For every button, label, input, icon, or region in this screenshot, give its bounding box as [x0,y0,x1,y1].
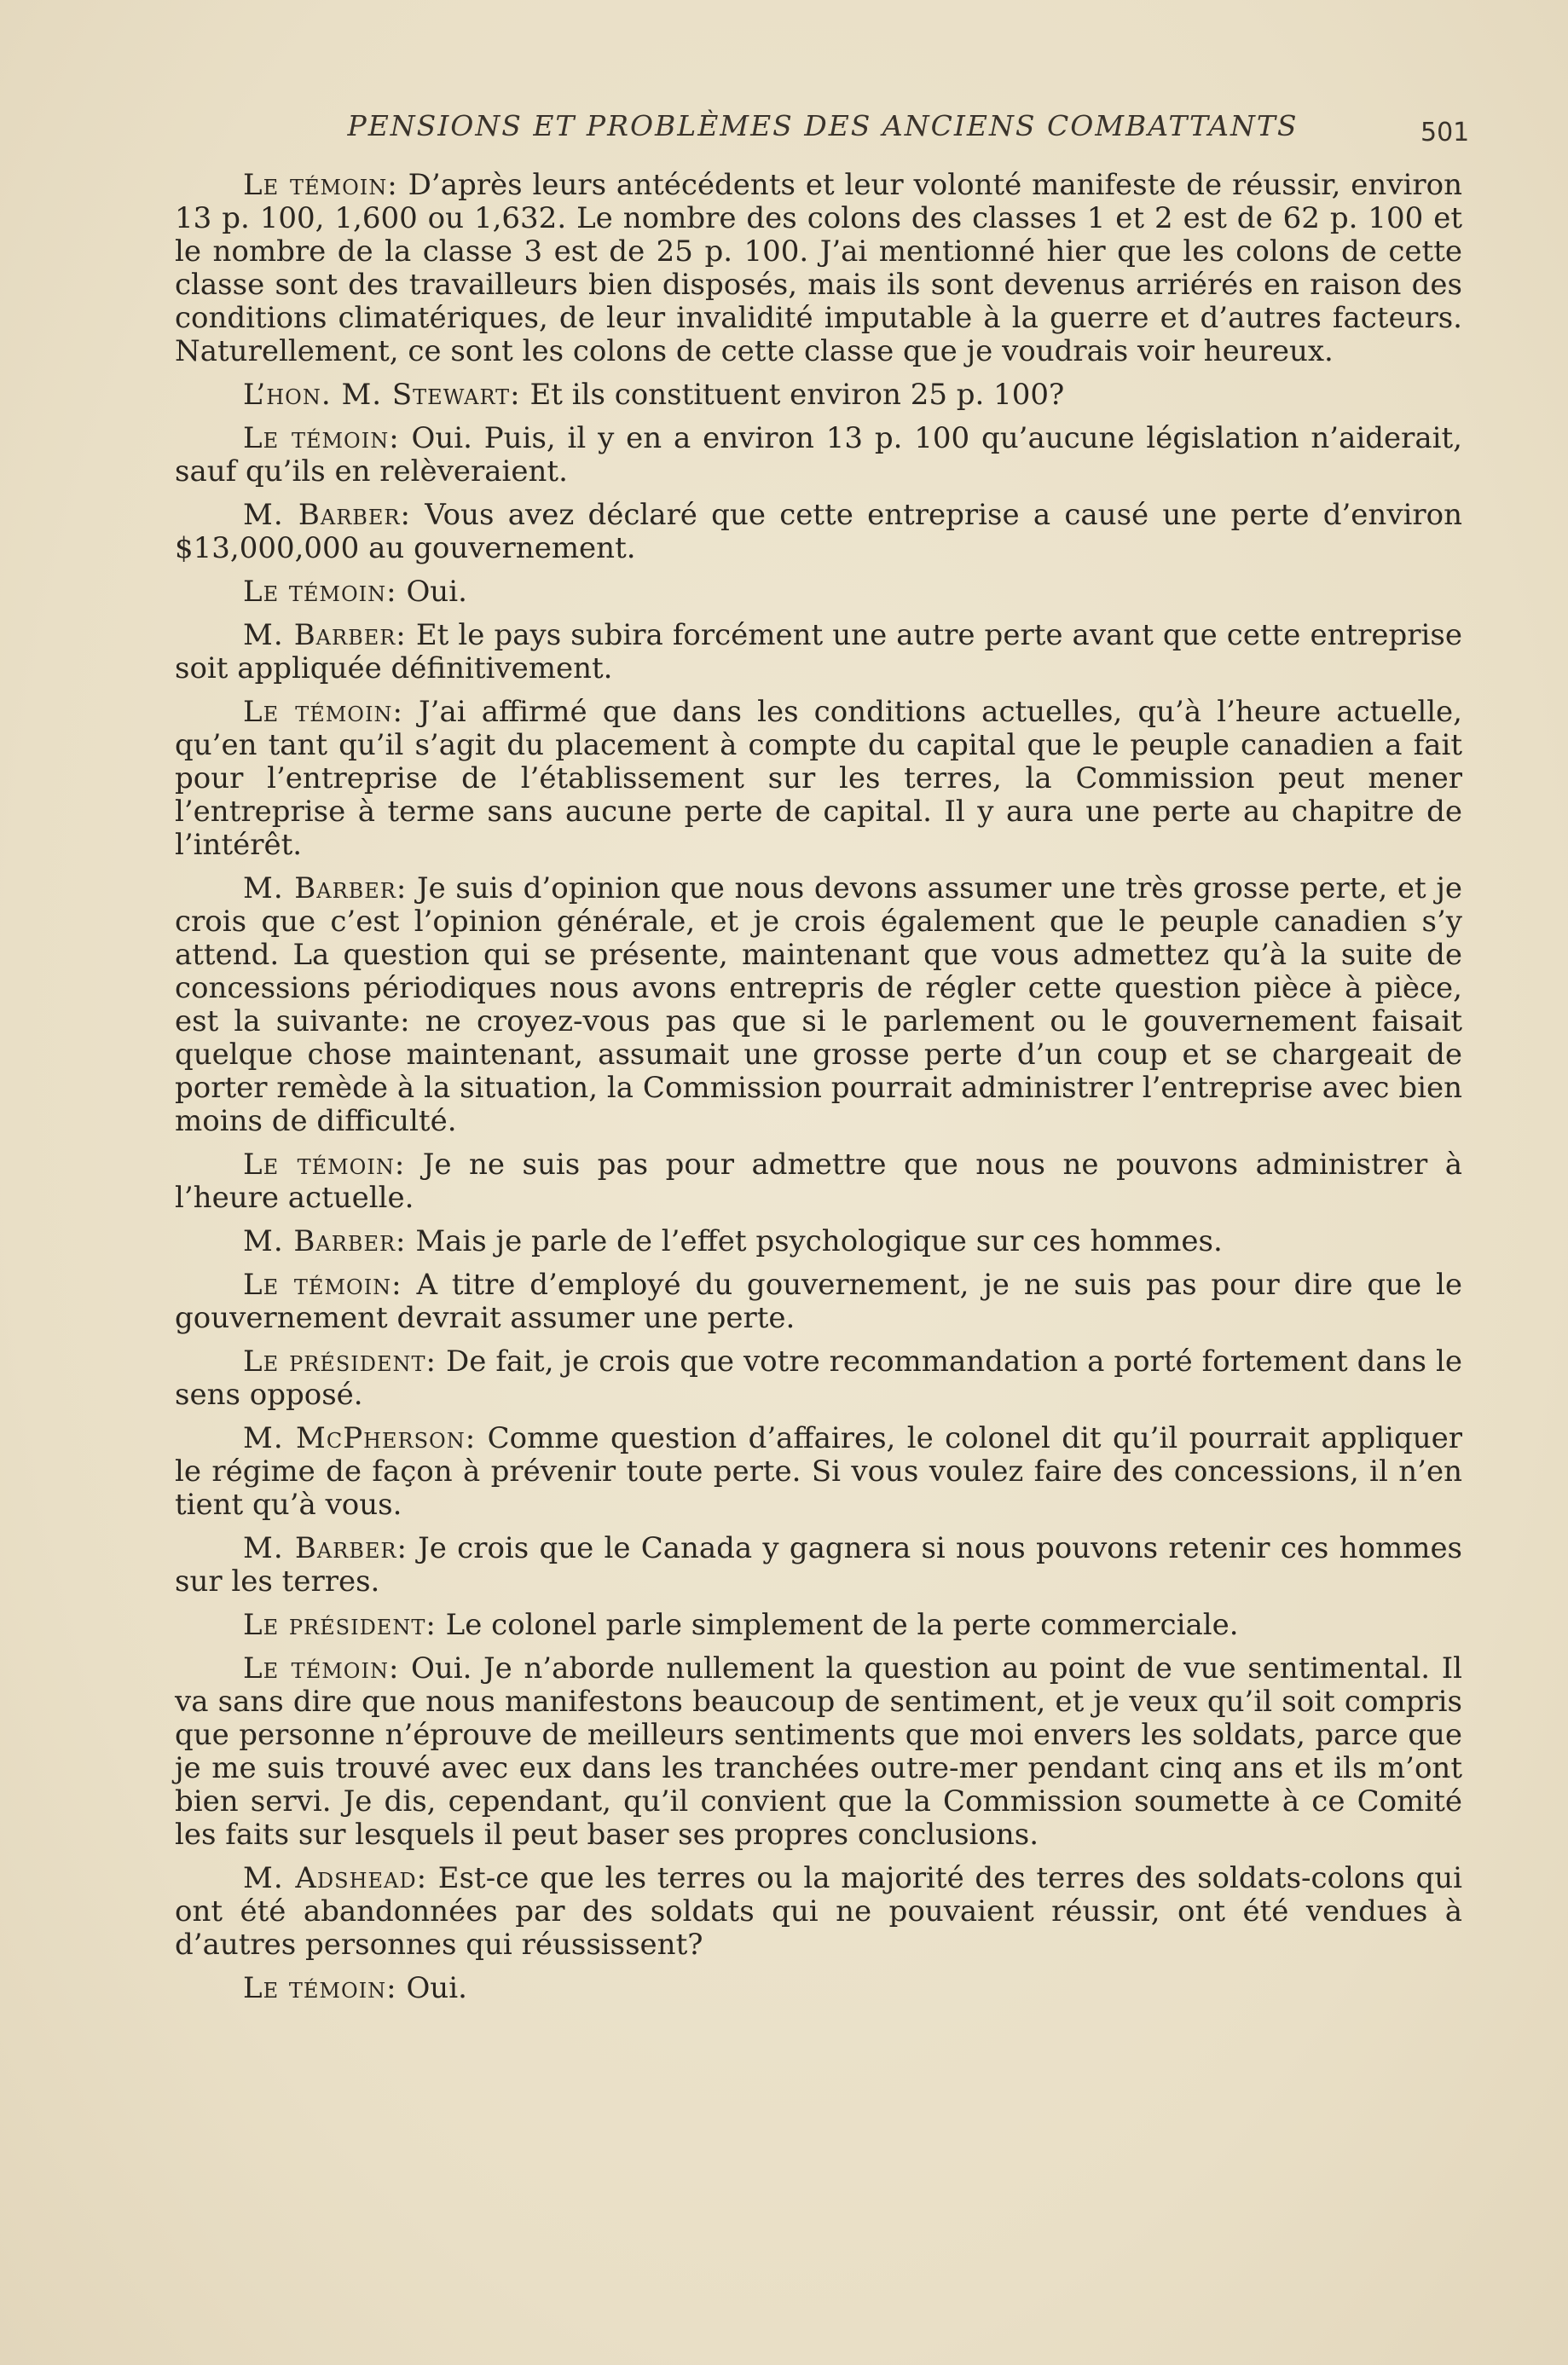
paragraph [175,499,1462,565]
paragraph [175,422,1462,489]
paragraph [175,696,1462,862]
paragraph [175,379,1462,412]
paragraph [175,1225,1462,1258]
paragraph-text: Oui. [406,575,467,609]
paragraph-text: J’ai affirmé que dans les conditions actuelles, qu’à l’heure actuelle, qu’en tant qu’il s’agit du placement à compte du capital que le peuple canadien a fait pour l’entreprise de l’établissement sur les terres, la Commission peut mener l’entreprise à terme sans aucune perte de capital. Il y aura une perte au chapitre de l’intérêt. [175,695,1462,862]
speaker-label: M. Barber: [243,1531,408,1565]
paragraph-text: Je suis d’opinion que nous devons assumer une très grosse perte, et je crois que c’est l’opinion générale, et je crois également que le peuple canadien s’y attend. La question qui se présente, maintenant que vous admettez qu’à la suite de concessions périodiques nous avons entrepris de régler cette question pièce à pièce, est la suivante: ne croyez-vous pas que si le parlement ou le gouvernement faisait quelque chose maintenant, assumait une grosse perte d’un coup et se chargeait de porter remède à la situation, la Commission pourrait administrer l’entreprise avec bien moins de difficulté. [175,871,1462,1138]
paragraph-text: Oui. [406,1971,467,2005]
speaker-label: Le témoin: [243,168,398,202]
paragraph-text: Est-ce que les terres ou la majorité des terres des soldats-colons qui ont été abandonnées par des soldats qui ne pouvaient réussir, ont été vendues à d’autres personnes qui réussissent? [175,1861,1462,1962]
paragraph [175,575,1462,609]
speaker-label: M. McPherson: [243,1421,477,1455]
speaker-label: M. Barber: [243,871,408,905]
speaker-label: Le témoin: [243,695,403,729]
paragraph-text: D’après leurs antécédents et leur volonté manifeste de réussir, environ 13 p. 100, 1,600 ou 1,632. Le nombre des colons des classes 1 et 2 est de 62 p. 100 et le nombre de la classe 3 est de 25 p. 100. J’ai mentionné hier que les colons de cette classe sont des travailleurs bien disposés, mais ils sont devenus arriérés en raison des conditions climatériques, de leur invalidité imputable à la guerre et d’autres facteurs. Naturellement, ce sont les colons de cette classe que je voudrais voir heureux. [175,168,1463,368]
paragraph-text: Le colonel parle simplement de la perte commerciale. [445,1608,1239,1642]
speaker-label: Le témoin: [243,1268,402,1302]
paragraph [175,1422,1462,1522]
paragraph-text: Je ne suis pas pour admettre que nous ne pouvons administrer à l’heure actuelle. [175,1148,1463,1215]
speaker-label: M. Barber: [243,618,407,652]
paragraph-text: Oui. Puis, il y en a environ 13 p. 100 qu’aucune législation n’aiderait, sauf qu’ils en relèveraient. [175,421,1462,489]
paragraph [175,169,1462,368]
paragraph [175,872,1462,1138]
paragraph-text: Mais je parle de l’effet psychologique sur ces hommes. [415,1224,1223,1258]
running-title: PENSIONS ET PROBLÈMES DES ANCIENS COMBATTANTS [347,109,1299,142]
paragraph-text: Et ils constituent environ 25 p. 100? [529,378,1065,412]
paragraph [175,619,1462,685]
paragraph [175,1862,1462,1962]
paragraph-text: Vous avez déclaré que cette entreprise a causé une perte d’environ $13,000,000 au gouvernement. [175,498,1463,565]
paragraph [175,1148,1462,1215]
paragraph [175,1652,1462,1852]
speaker-label: M. Adshead: [243,1861,428,1895]
speaker-label: M. Barber: [243,1224,407,1258]
speaker-label: Le témoin: [243,1971,397,2005]
paragraph-text: Comme question d’affaires, le colonel dit qu’il pourrait appliquer le régime de façon à prévenir toute perte. Si vous voulez faire des concessions, il n’en tient qu’à vous. [175,1421,1463,1522]
speaker-label: Le président: [243,1608,437,1642]
paragraph-text: Je crois que le Canada y gagnera si nous pouvons retenir ces hommes sur les terres. [175,1531,1463,1599]
paragraph [175,1269,1462,1335]
paragraph [175,1532,1462,1599]
speaker-label: Le témoin: [243,1148,406,1182]
speaker-label: L’hon. M. Stewart: [243,378,521,412]
paragraph-text: Et le pays subira forcément une autre perte avant que cette entreprise soit appliquée définitivement. [175,618,1462,685]
paragraph [175,1972,1462,2005]
paragraph-text: De fait, je crois que votre recommandation a porté fortement dans le sens opposé. [175,1344,1462,1412]
paragraph-text: Oui. Je n’aborde nullement la question au point de vue sentimental. Il va sans dire que nous manifestons beaucoup de sentiment, et je veux qu’il soit compris que personne n’éprouve de meilleurs sentiments que moi envers les soldats, parce que je me suis trouvé avec eux dans les tranchées outre-mer pendant cinq ans et ils m’ont bien servi. Je dis, cependant, qu’il convient que la Commission soumette à ce Comité les faits sur lesquels il peut baser ses propres conclusions. [175,1651,1463,1852]
page-number: 501 [1420,118,1470,147]
paragraph [175,1609,1462,1642]
speaker-label: Le témoin: [243,575,397,609]
speaker-label: Le président: [243,1344,437,1379]
paragraph-text: A titre d’employé du gouvernement, je ne suis pas pour dire que le gouvernement devrait assumer une perte. [175,1268,1462,1335]
body-text [175,169,1462,2015]
paragraph [175,1345,1462,1412]
speaker-label: Le témoin: [243,421,400,455]
speaker-label: Le témoin: [243,1651,400,1686]
speaker-label: M. Barber: [243,498,411,532]
